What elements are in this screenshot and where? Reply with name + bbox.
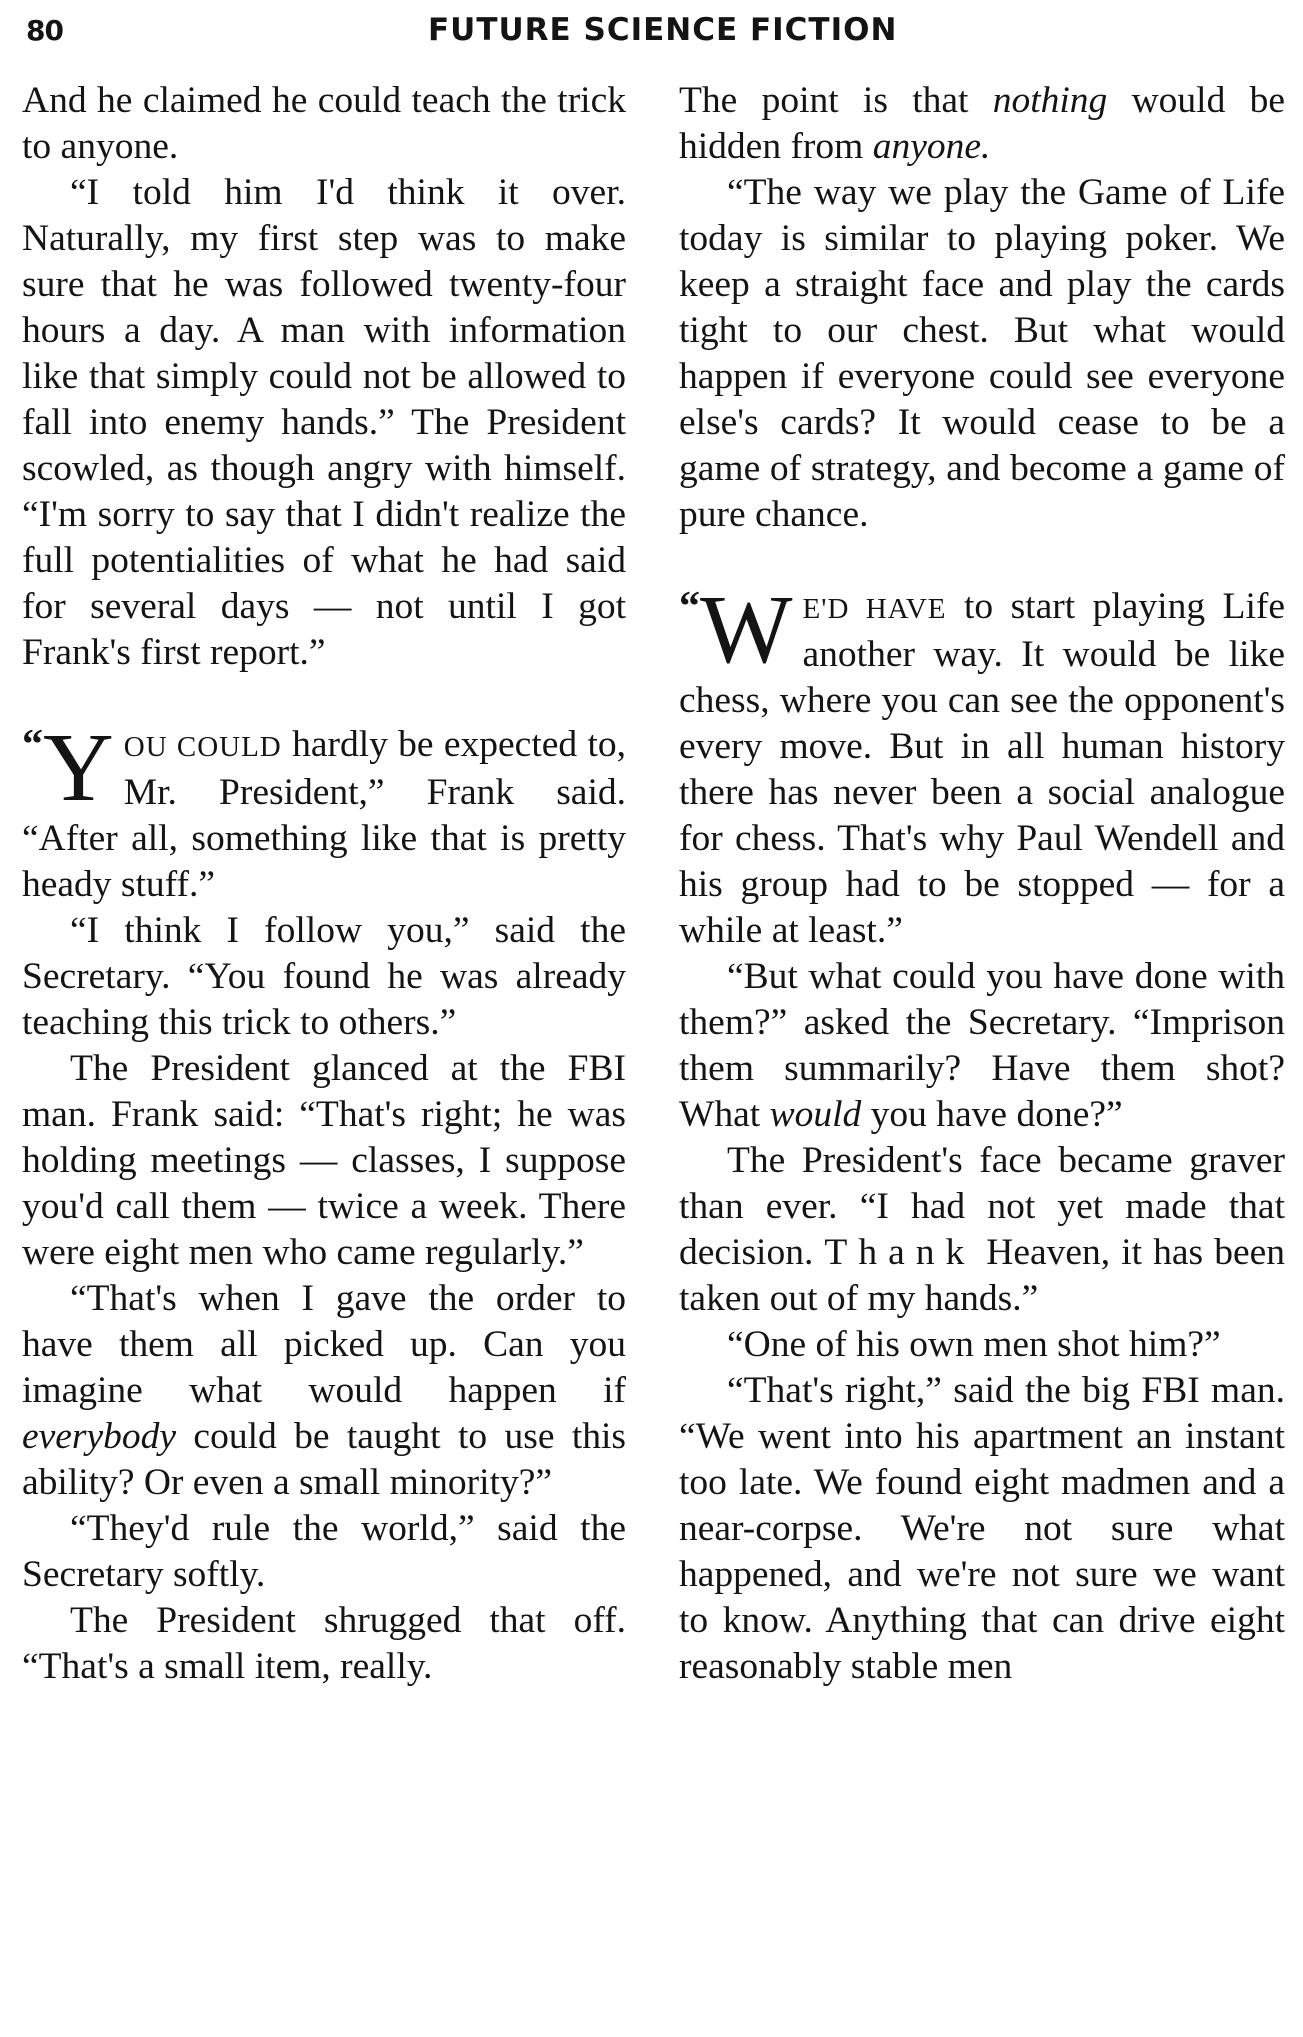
paragraph: And he claimed he could teach the trick to anyone. bbox=[22, 80, 626, 167]
drop-cap-letter: W bbox=[700, 576, 793, 684]
paragraph: “I told him I'd think it over. Naturally, my first step was to make sure that he was followed twenty-four hours a day. A man with information like that simply could not be allowed to fall into enemy hands.” The President scowled, as though angry with himself. “I'm sorry to say that I didn't realize the full potentialities of what he had said for several days — not until I got Frank's first report.” bbox=[22, 172, 626, 673]
small-caps-lead: OU COULD bbox=[123, 731, 282, 763]
italic-text: everybody bbox=[22, 1416, 177, 1457]
paragraph-text: you have done?” bbox=[861, 1094, 1123, 1135]
paragraph bbox=[679, 954, 1285, 1138]
paragraph-text: “That's when I gave the order to have them all picked up. Can you imagine what would happen if bbox=[22, 1278, 626, 1411]
paragraph: “I think I follow you,” said the Secretary. “You found he was already teaching this trick to others.” bbox=[22, 910, 626, 1043]
section-opening-paragraph bbox=[22, 714, 626, 908]
paragraph bbox=[679, 78, 1285, 170]
paragraph-text: The President's face became graver than ever. “I had not yet made that decision. bbox=[679, 1140, 1285, 1273]
paragraph-text: Heaven, it has been taken out of my hands.” bbox=[679, 1232, 1285, 1319]
italic-text: nothing bbox=[992, 80, 1108, 121]
paragraph-text: could be taught to use this ability? Or even a small minority?” bbox=[22, 1416, 626, 1503]
letter-spaced-text: Thank bbox=[824, 1232, 976, 1273]
small-caps-lead: E'D HAVE bbox=[802, 593, 947, 625]
paragraph: The President glanced at the FBI man. Frank said: “That's right; he was holding meetings — classes, I suppose you'd call them — twice a week. There were eight men who came regularly.” bbox=[22, 1048, 626, 1273]
paragraph bbox=[679, 1138, 1285, 1322]
paragraph-text: to start playing Life another way. It would be like chess, where you can see the opponent's every move. But in all human history there has never been a social analogue for chess. That's why Paul Wendell and his group had to be stopped — for a while at least.” bbox=[679, 586, 1285, 951]
paragraph: “They'd rule the world,” said the Secretary softly. bbox=[22, 1508, 626, 1595]
paragraph: “The way we play the Game of Life today is similar to playing poker. We keep a straight face and play the cards tight to our chest. But what would happen if everyone could see everyone else's cards? It would cease to be a game of strategy, and become a game of pure chance. bbox=[679, 172, 1285, 535]
paragraph: “One of his own men shot him?” bbox=[727, 1324, 1221, 1365]
running-head: FUTURE SCIENCE FICTION bbox=[428, 12, 898, 48]
italic-text: would bbox=[769, 1094, 862, 1135]
left-column bbox=[22, 78, 626, 1690]
paragraph-text: The point is that bbox=[679, 80, 993, 121]
italic-text: anyone. bbox=[872, 126, 991, 167]
paragraph-text: would be hidden from bbox=[679, 80, 1285, 167]
drop-cap-letter: Y bbox=[43, 714, 114, 822]
page-header bbox=[26, 8, 1286, 52]
paragraph-text: “But what could you have done with them?” asked the Secretary. “Imprison them summarily? Have them shot? What bbox=[679, 956, 1285, 1135]
section-opening-paragraph bbox=[679, 576, 1285, 954]
paragraph: The President shrugged that off. “That's a small item, really. bbox=[22, 1600, 626, 1687]
paragraph bbox=[22, 1276, 626, 1506]
page-number: 80 bbox=[26, 14, 63, 47]
paragraph-text: hardly be expected to, Mr. President,” Frank said. “After all, something like that is pretty heady stuff.” bbox=[22, 724, 626, 905]
right-column bbox=[679, 78, 1285, 1690]
opening-quote-mark: “ bbox=[22, 722, 43, 768]
paragraph: “That's right,” said the big FBI man. “We went into his apartment an instant too late. We found eight madmen and a near-corpse. We're not sure what happened, and we're not sure we want to know. Anything that can drive eight reasonably stable men bbox=[679, 1370, 1285, 1687]
opening-quote-mark: “ bbox=[679, 584, 700, 630]
